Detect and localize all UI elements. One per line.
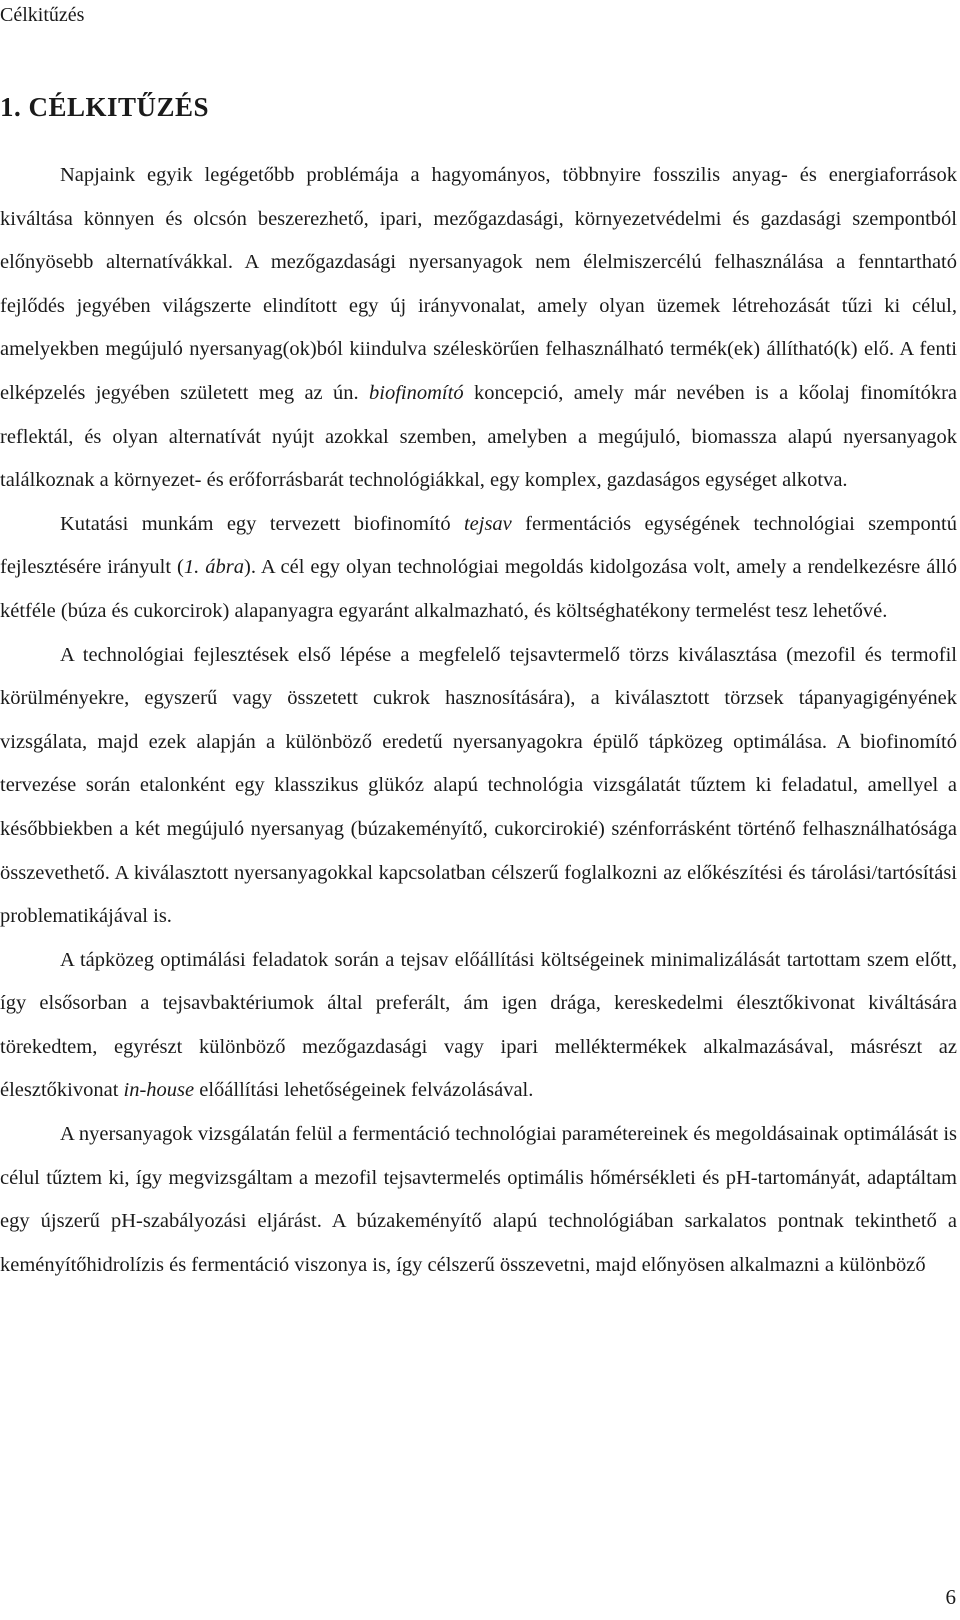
paragraph-1: [0, 154, 957, 503]
paragraph-2-text-a: Kutatási munkám egy tervezett biofinomító: [60, 512, 464, 535]
paragraph-2-text-c: fermentációs egységének technológiai szempontú fejlesztésére irányult (: [0, 512, 957, 579]
paragraph-4-text-c: előállítási lehetőségeinek felvázolásával.: [194, 1079, 534, 1102]
term-biofinomito: biofinomító: [369, 381, 464, 404]
body-text: [0, 154, 957, 1287]
paragraph-4: [0, 939, 957, 1113]
paragraph-2: [0, 503, 957, 634]
paragraph-5: A nyersanyagok vizsgálatán felül a fermentáció technológiai paramétereinek és megoldásainak optimálását is célul tűztem ki, így megvizsgáltam a mezofil tejsavtermelés optimális hőmérsékleti és pH-tartományát, adaptáltam egy újszerű pH-szabályozási eljárást. A búzakeményítő alapú technológiában sarkalatos pontnak tekinthető a keményítőhidrolízis és fermentáció viszonya is, így célszerű összevetni, majd előnyösen alkalmazni a különböző: [0, 1123, 957, 1276]
paragraph-4-text-a: A tápközeg optimálási feladatok során a tejsav előállítási költségeinek minimalizálását tartottam szem előtt, így elsősorban a tejsavbaktériumok által preferált, ám igen drága, kereskedelmi élesztőkivonat kiváltására törekedtem, egyrészt különböző mezőgazdasági vagy ipari melléktermékek alkalmazásával, másrészt az élesztőkivonat: [0, 948, 957, 1102]
chapter-title: 1. CÉLKITŰZÉS: [0, 92, 210, 122]
paragraph-3: A technológiai fejlesztések első lépése a megfelelő tejsavtermelő törzs kiválasztása (mezofil és termofil körülményekre, egyszerű vagy összetett cukrok hasznosítására), a kiválasztott törzsek tápanyagigényének vizsgálata, majd ezek alapján a különböző eredetű nyersanyagokra épülő tápközeg optimálása. A biofinomító tervezése során etalonként egy klasszikus glükóz alapú technológia vizsgálatát tűztem ki feladatul, amellyel a későbbiekben a két megújuló nyersanyag (búzakeményítő, cukorcirokié) szénforrásként történő felhasználhatósága összevethető. A kiválasztott nyersanyagokkal kapcsolatban célszerű foglalkozni az előkészítési és tárolási/tartósítási problematikájával is.: [0, 643, 957, 928]
figure-reference: 1. ábra: [183, 556, 244, 579]
paragraph-1-text-c: koncepció, amely már nevében is a kőolaj finomítókra reflektál, és olyan alternatívát nyújt azokkal szemben, amelyben a megújuló, biomassza alapú nyersanyagok találkoznak a környezet- és erőforrásbarát technológiákkal, egy komplex, gazdaságos egységet alkotva.: [0, 381, 957, 492]
paragraph-2-text-e: ). A cél egy olyan technológiai megoldás kidolgozása volt, amely a rendelkezésre álló kétféle (búza és cukorcirok) alapanyagra egyaránt alkalmazható, és költséghatékony termelést tesz lehetővé.: [0, 556, 957, 622]
page-number: 6: [945, 1585, 956, 1609]
term-in-house: in-house: [123, 1079, 195, 1102]
running-header: Célkitűzés: [0, 4, 85, 26]
term-tejsav: tejsav: [463, 512, 512, 535]
paragraph-1-text-a: Napjaink egyik legégetőbb problémája a hagyományos, többnyire fosszilis anyag- és energiaforrások kiváltása könnyen és olcsón beszerezhető, ipari, mezőgazdasági, környezetvédelmi és gazdasági szempontból előnyösebb alternatívákkal. A mezőgazdasági nyersanyagok nem élelmiszercélú felhasználása a fenntartható fejlődés jegyében világszerte elindított egy új irányvonalat, amely olyan üzemek létrehozását tűzi ki célul, amelyekben megújuló nyersanyag(ok)ból kiindulva széleskörűen felhasználható termék(ek) állítható(k) elő. A fenti elképzelés jegyében született meg az ún.: [0, 164, 957, 404]
